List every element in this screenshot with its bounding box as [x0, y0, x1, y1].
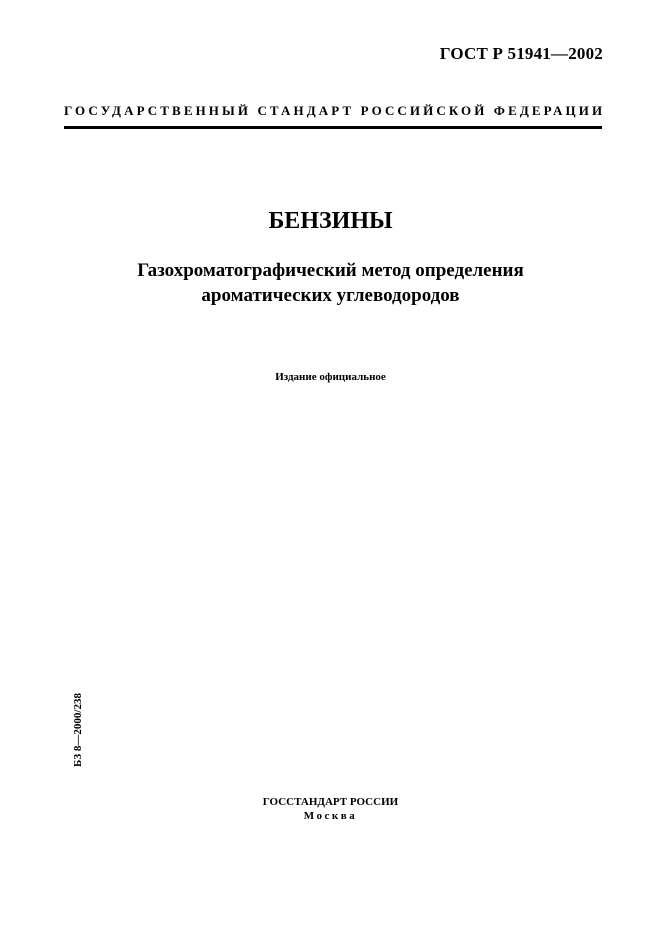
subtitle-line-2: ароматических углеводородов: [201, 285, 460, 306]
subtitle-line-1: Газохроматографический метод определения: [137, 260, 524, 281]
edition-note: Издание официальное: [275, 371, 386, 383]
publisher-city: Москва: [303, 810, 358, 822]
header-rule: [64, 126, 602, 129]
header-band: ГОСУДАРСТВЕННЫЙ СТАНДАРТ РОССИЙСКОЙ ФЕДЕРАЦИИ: [64, 103, 606, 118]
document-subtitle: [0, 258, 661, 308]
publisher-name: ГОССТАНДАРТ РОССИИ: [262, 796, 399, 808]
standard-number: ГОСТ Р 51941—2002: [439, 44, 603, 63]
side-code: БЗ 8—2000/238: [72, 693, 84, 767]
document-title: БЕНЗИНЫ: [268, 208, 393, 234]
